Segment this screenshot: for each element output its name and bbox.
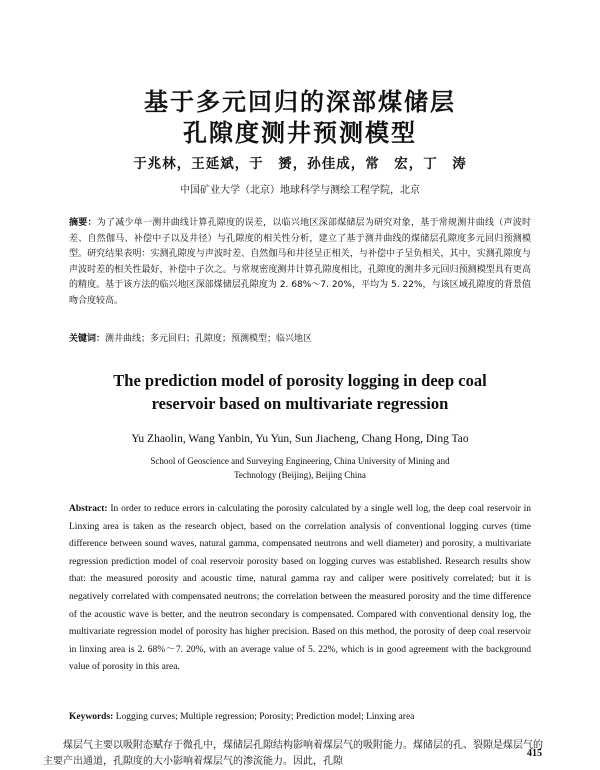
- english-title-line-1: The prediction model of porosity logging in deep coal: [113, 371, 487, 390]
- chinese-abstract-label: 摘要：: [69, 218, 97, 228]
- chinese-keywords-text: 测井曲线；多元回归；孔隙度；预测模型；临兴地区: [105, 334, 313, 344]
- chinese-title-line-1: 基于多元回归的深部煤储层: [144, 88, 456, 116]
- english-abstract-label: Abstract:: [69, 504, 108, 514]
- chinese-abstract-text: 为了减少单一测井曲线计算孔隙度的误差，以临兴地区深部煤储层为研究对象，基于常规测井曲线（声波时差、自然伽马、补偿中子以及井径）与孔隙度的相关性分析，建立了基于测井曲线的煤储层孔隙度多元回归预测模型。研究结果表明：实测孔隙度与声波时差、自然伽马和井径呈正相关，与补偿中子呈负相关，其中，实测孔隙度与声波时差的相关性最好，补偿中子次之。与常规密度测井计算孔隙度相比，孔隙度的测井多元回归预测模型具有更高的精度。基于该方法的临兴地区深部煤储层孔隙度为 2. 68%～7. 20%，平均为 5. 22%，与该区域孔隙度的背景值吻合度较高。: [69, 218, 531, 306]
- chinese-authors: 于兆林，王延斌，于 赟，孙佳成，常 宏，丁 涛: [133, 156, 467, 172]
- chinese-keywords: [69, 332, 531, 347]
- chinese-abstract: [69, 216, 531, 309]
- english-affiliation-line-2: Technology (Beijing), Beijing China: [234, 470, 366, 480]
- english-keywords-label: Keywords:: [69, 712, 114, 722]
- english-keywords-text: Logging curves; Multiple regression; Porosity; Prediction model; Linxing area: [113, 712, 415, 722]
- page-number: 415: [527, 748, 542, 759]
- body-paragraph: 煤层气主要以吸附态赋存于微孔中，煤储层孔隙结构影响着煤层气的吸附能力。煤储层的孔、裂隙是煤层气的主要产出通道，孔隙度的大小影响着煤层气的渗流能力。因此，孔隙: [43, 740, 543, 767]
- english-abstract: [69, 501, 531, 677]
- english-keywords: [69, 710, 531, 724]
- chinese-affiliation: 中国矿业大学（北京）地球科学与测绘工程学院，北京: [180, 185, 420, 196]
- english-affiliation-line-1: School of Geoscience and Surveying Engineering, China University of Mining and: [150, 456, 450, 466]
- chinese-keywords-label: 关键词：: [69, 334, 106, 344]
- english-abstract-text: In order to reduce errors in calculating the porosity calculated by a single well log, the deep coal reservoir in Linxing area is taken as the research object, based on the correlation analysis of conventional logging curves (time difference between sound waves, natural gamma, compensated neutrons and well diameter) and porosity, a multivariate regression prediction model of coal reservoir porosity based on logging curves was established. Research results show that: the measured porosity and acoustic time, natural gamma ray and caliper were positively correlated; but it is negatively correlated with compensated neutrons; the correlation between the measured porosity and the time difference of the acoustic wave is better, and the neutron secondary is compensated. Compared with conventional density log, the multivariate regression model of porosity has higher precision. Based on this method, the porosity of deep coal reservoir in linxing area is 2. 68%～7. 20%, with an average value of 5. 22%, which is in good agreement with the background value of porosity in this area.: [69, 504, 531, 673]
- english-authors: Yu Zhaolin, Wang Yanbin, Yu Yun, Sun Jiacheng, Chang Hong, Ding Tao: [131, 433, 469, 445]
- english-title-line-2: reservoir based on multivariate regression: [151, 394, 449, 413]
- chinese-title-line-2: 孔隙度测井预测模型: [183, 119, 417, 147]
